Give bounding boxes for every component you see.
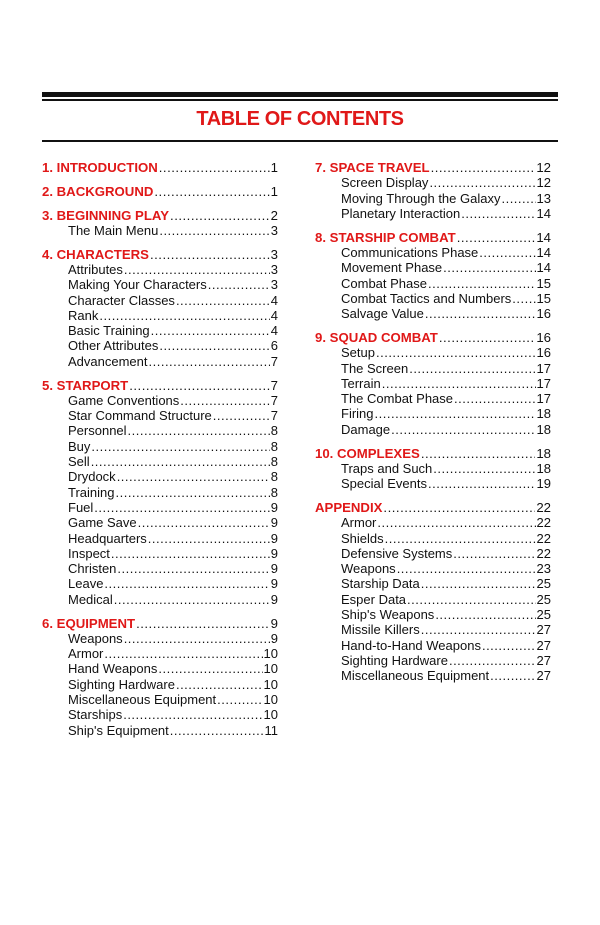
toc-entry-special-events [315,476,551,491]
toc-section-block [42,160,278,175]
toc-entry-miscellaneous-equipment [42,692,278,707]
page-number: 8 [270,469,278,485]
toc-entry-rank [42,308,278,323]
dot-leader [433,461,535,476]
dot-leader [428,476,536,491]
page-number: 27 [536,668,551,684]
entry-title: Armor [341,515,377,531]
dot-leader [461,206,535,221]
entry-title: Sell [68,454,90,470]
dot-leader [151,323,270,338]
dot-leader [129,378,269,393]
page-number: 8 [270,484,278,500]
dot-leader [138,515,270,530]
page-number: 7 [270,353,278,369]
dot-leader [208,277,270,292]
page-number: 1 [270,160,278,175]
page-number: 3 [270,222,278,238]
entry-title: Other Attributes [68,338,159,354]
page-number: 2 [270,207,278,223]
page-number: 18 [536,406,551,422]
toc-entry-drydock [42,469,278,484]
dot-leader [148,531,270,546]
toc-section-3-beginning-play [42,208,278,223]
toc-section-appendix [315,500,551,515]
dot-leader [176,677,263,692]
toc-section-9-squad-combat [315,330,551,345]
dot-leader [385,531,536,546]
entry-title: Sighting Hardware [68,676,175,692]
page-number: 9 [270,515,278,531]
page-number: 27 [536,637,551,653]
entry-title: Miscellaneous Equipment [341,668,490,684]
dot-leader [435,607,535,622]
toc-section-10-complexes [315,446,551,461]
toc-section-4-characters [42,247,278,262]
entry-title: Rank [68,307,99,323]
dot-leader [429,175,535,190]
toc-entry-shields [315,531,551,546]
dot-leader [479,245,535,260]
page-number: 25 [536,576,551,592]
entry-title: Shields [341,530,384,546]
dot-leader [117,469,270,484]
toc-entry-training [42,485,278,500]
entry-title: Communications Phase [341,244,479,260]
page-number: 13 [536,190,551,206]
section-title: 3. BEGINNING PLAY [42,207,170,223]
toc-entry-hand-weapons [42,661,278,676]
page-number: 9 [270,499,278,515]
dot-leader [111,546,270,561]
dot-leader [158,661,262,676]
toc-section-8-starship-combat [315,230,551,245]
dot-leader [421,622,536,637]
dot-leader [150,247,270,262]
dot-leader [443,260,535,275]
dot-leader [449,653,536,668]
dot-leader [136,616,270,631]
page-number: 18 [536,445,551,461]
dot-leader [382,376,536,391]
toc-section-5-starport [42,378,278,393]
entry-title: Firing [341,406,374,422]
page-number: 27 [536,622,551,638]
page-number: 22 [536,515,551,531]
toc-entry-defensive-systems [315,546,551,561]
toc-entry-making-your-characters [42,277,278,292]
toc-entry-starship-data [315,576,551,591]
dot-leader [104,576,269,591]
title-underline-rule [42,140,558,142]
toc-entry-sighting-hardware [315,653,551,668]
page-number: 17 [536,375,551,391]
entry-title: Personnel [68,423,127,439]
page-number: 22 [536,499,551,515]
section-title: 1. INTRODUCTION [42,160,158,175]
toc-entry-screen-display [315,175,551,190]
toc-entry-damage [315,422,551,437]
page-number: 8 [270,438,278,454]
entry-title: Advancement [68,353,148,369]
dot-leader [104,646,262,661]
section-title: 7. SPACE TRAVEL [315,160,430,175]
entry-title: Leave [68,576,104,592]
page-number: 9 [270,615,278,631]
page-number: 6 [270,338,278,354]
page-number: 3 [270,246,278,262]
entry-title: Training [68,484,115,500]
toc-section-block [315,446,551,492]
top-thick-rule [42,92,558,97]
toc-entry-planetary-interaction [315,206,551,221]
page-number: 14 [536,260,551,276]
toc-entry-armor [42,646,278,661]
entry-title: Starships [68,707,123,723]
toc-entry-game-save [42,515,278,530]
page-number: 16 [536,345,551,361]
page-number: 16 [536,329,551,345]
page-number: 17 [536,360,551,376]
toc-entry-the-combat-phase [315,391,551,406]
entry-title: Terrain [341,375,381,391]
dot-leader [377,515,535,530]
entry-title: Hand-to-Hand Weapons [341,637,481,653]
toc-entry-armor [315,515,551,530]
toc-entry-traps-and-such [315,461,551,476]
toc-entry-fuel [42,500,278,515]
toc-entry-starships [42,707,278,722]
entry-title: Movement Phase [341,260,443,276]
dot-leader [501,191,535,206]
page-number: 12 [536,160,551,175]
entry-title: The Screen [341,360,409,376]
page-number: 15 [536,275,551,291]
toc-entry-combat-tactics-and-numbers [315,291,551,306]
dot-leader [409,361,535,376]
dot-leader [123,707,262,722]
top-thin-rule [42,99,558,101]
page-number: 1 [270,183,278,199]
dot-leader [94,500,269,515]
toc-entry-buy [42,439,278,454]
page-number: 22 [536,545,551,561]
page-number: 4 [270,323,278,339]
toc-entry-attributes [42,262,278,277]
section-title: 5. STARPORT [42,377,129,393]
page-number: 7 [270,408,278,424]
page-number: 25 [536,591,551,607]
toc-entry-moving-through-the-galaxy [315,191,551,206]
dot-leader [180,393,269,408]
dot-leader [159,160,270,175]
toc-entry-the-screen [315,361,551,376]
dot-leader [170,723,264,738]
toc-entry-star-command-structure [42,408,278,423]
dot-leader [217,692,262,707]
section-title: 4. CHARACTERS [42,246,149,262]
page-number: 14 [536,244,551,260]
entry-title: Game Save [68,515,137,531]
entry-title: Drydock [68,469,116,485]
toc-entry-movement-phase [315,260,551,275]
dot-leader [159,338,269,353]
entry-title: Sighting Hardware [341,652,448,668]
toc-entry-esper-data [315,592,551,607]
page-number: 18 [536,460,551,476]
toc-section-block [42,378,278,607]
toc-entry-leave [42,576,278,591]
entry-title: Christen [68,561,117,577]
toc-entry-inspect [42,546,278,561]
dot-leader [425,306,536,321]
dot-leader [397,561,536,576]
toc-entry-weapons [315,561,551,576]
dot-leader [457,230,536,245]
entry-title: Attributes [68,261,123,277]
entry-title: The Main Menu [68,222,159,238]
page-number: 14 [536,205,551,221]
entry-title: Basic Training [68,323,150,339]
dot-leader [154,184,269,199]
entry-title: Game Conventions [68,392,180,408]
page-number: 18 [536,421,551,437]
toc-right-column [315,160,551,692]
entry-title: Buy [68,438,91,454]
page-number: 7 [270,392,278,408]
toc-section-7-space-travel [315,160,551,175]
page-number: 10 [263,661,278,677]
section-title: 2. BACKGROUND [42,183,154,199]
page-number: 9 [270,630,278,646]
page-number: 9 [270,561,278,577]
toc-entry-setup [315,345,551,360]
entry-title: Defensive Systems [341,545,453,561]
dot-leader [482,638,536,653]
toc-section-block [315,160,551,221]
dot-leader [376,345,536,360]
page-number: 16 [536,306,551,322]
page-number: 7 [270,377,278,393]
toc-section-block [315,330,551,437]
toc-section-block [315,500,551,684]
entry-title: Setup [341,345,375,361]
dot-leader [428,276,536,291]
page-number: 4 [270,292,278,308]
toc-entry-communications-phase [315,245,551,260]
entry-title: Fuel [68,499,94,515]
toc-entry-ship-s-weapons [315,607,551,622]
dot-leader [99,308,269,323]
toc-section-block [42,247,278,369]
dot-leader [124,262,270,277]
entry-title: Esper Data [341,591,407,607]
entry-title: Traps and Such [341,460,433,476]
entry-title: Miscellaneous Equipment [68,692,217,707]
page-number: 23 [536,561,551,577]
dot-leader [383,500,535,515]
toc-entry-combat-phase [315,276,551,291]
entry-title: Screen Display [341,175,429,191]
toc-section-block [42,184,278,199]
toc-entry-miscellaneous-equipment [315,668,551,683]
dot-leader [117,561,269,576]
page-number: 9 [270,545,278,561]
dot-leader [454,391,536,406]
page-number: 10 [263,646,278,662]
page-number: 10 [263,676,278,692]
toc-entry-advancement [42,354,278,369]
entry-title: Inspect [68,545,110,561]
dot-leader [453,546,535,561]
dot-leader [159,223,269,238]
toc-entry-firing [315,406,551,421]
dot-leader [91,439,269,454]
section-title: 10. COMPLEXES [315,445,420,461]
toc-entry-medical [42,592,278,607]
dot-leader [439,330,535,345]
page-number: 9 [270,576,278,592]
toc-section-6-equipment [42,616,278,631]
page-number: 14 [536,229,551,245]
toc-entry-christen [42,561,278,576]
page-number: 9 [270,591,278,607]
toc-entry-headquarters [42,531,278,546]
dot-leader [91,454,270,469]
entry-title: Weapons [341,561,396,577]
toc-entry-ship-s-equipment [42,723,278,738]
toc-entry-sell [42,454,278,469]
entry-title: Moving Through the Galaxy [341,190,501,206]
dot-leader [421,446,536,461]
toc-entry-the-main-menu [42,223,278,238]
page-number: 8 [270,454,278,470]
toc-entry-salvage-value [315,306,551,321]
page-number: 3 [270,261,278,277]
page-number: 22 [536,530,551,546]
page-number: 25 [536,607,551,623]
entry-title: Damage [341,421,391,437]
entry-title: Ship's Weapons [341,607,435,623]
toc-entry-terrain [315,376,551,391]
entry-title: Planetary Interaction [341,205,461,221]
toc-section-block [42,616,278,738]
dot-leader [115,485,269,500]
toc-entry-personnel [42,423,278,438]
toc-section-block [42,208,278,239]
dot-leader [124,631,270,646]
page-number: 12 [536,175,551,191]
toc-entry-basic-training [42,323,278,338]
dot-leader [421,576,536,591]
dot-leader [375,406,536,421]
toc-section-1-introduction [42,160,278,175]
dot-leader [407,592,535,607]
section-title: 8. STARSHIP COMBAT [315,229,456,245]
entry-title: Missile Killers [341,622,420,638]
page-number: 11 [264,722,278,738]
entry-title: Salvage Value [341,306,424,322]
entry-title: Headquarters [68,530,147,546]
entry-title: Armor [68,646,104,662]
toc-entry-missile-killers [315,622,551,637]
page-number: 9 [270,530,278,546]
entry-title: Medical [68,591,113,607]
dot-leader [114,592,270,607]
page-number: 8 [270,423,278,439]
entry-title: The Combat Phase [341,391,454,407]
entry-title: Special Events [341,476,427,492]
toc-entry-game-conventions [42,393,278,408]
dot-leader [391,422,535,437]
page-number: 10 [263,692,278,707]
page-title: TABLE OF CONTENTS [196,108,404,130]
section-title: 6. EQUIPMENT [42,615,136,631]
toc-entry-character-classes [42,293,278,308]
entry-title: Ship's Equipment [68,722,169,738]
entry-title: Hand Weapons [68,661,158,677]
entry-title: Combat Phase [341,275,427,291]
entry-title: Starship Data [341,576,420,592]
dot-leader [176,293,270,308]
dot-leader [512,291,535,306]
dot-leader [149,354,270,369]
dot-leader [128,423,270,438]
entry-title: Making Your Characters [68,277,207,293]
section-title: 9. SQUAD COMBAT [315,329,438,345]
page-number: 15 [536,290,551,306]
section-title: APPENDIX [315,499,383,515]
toc-entry-weapons [42,631,278,646]
entry-title: Character Classes [68,292,175,308]
entry-title: Combat Tactics and Numbers [341,290,512,306]
page-number: 27 [536,652,551,668]
entry-title: Weapons [68,630,123,646]
toc-section-block [315,230,551,322]
toc-entry-sighting-hardware [42,677,278,692]
dot-leader [490,668,535,683]
page-number: 4 [270,307,278,323]
page-number: 17 [536,391,551,407]
dot-leader [431,160,536,175]
page-number: 19 [536,476,551,492]
page-number: 10 [263,707,278,723]
dot-leader [170,208,270,223]
page-number: 3 [270,277,278,293]
toc-section-2-background [42,184,278,199]
toc-entry-other-attributes [42,338,278,353]
dot-leader [213,408,270,423]
entry-title: Star Command Structure [68,408,212,424]
toc-entry-hand-to-hand-weapons [315,638,551,653]
toc-left-column [42,160,278,746]
